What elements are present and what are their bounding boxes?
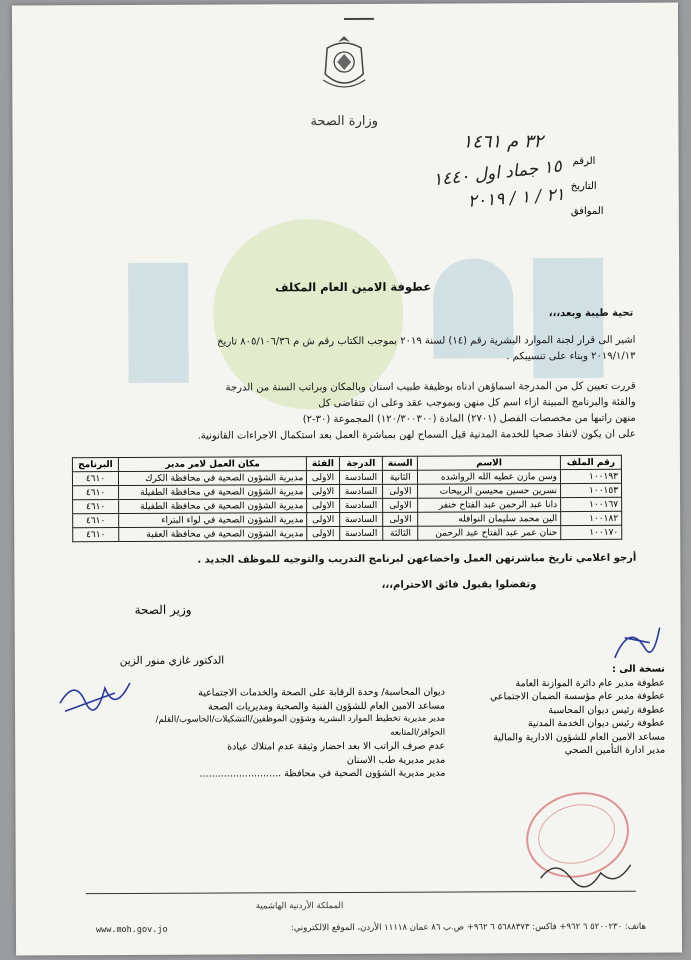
table-cell: السادسة [339,484,383,498]
paragraph-line: اشير الى قرار لجنة الموارد البشرية رقم (١٤) لسنة ٢٠١٩ بموجب الكتاب رقم ش م ٨٠٥/١٠٦/٣٦ تاريخ [217,334,636,348]
table-cell: ٤٦١٠ [73,485,119,499]
copies-item: عدم صرف الراتب الا بعد احضار وثيقة عدم امتلاك عيادة [227,740,446,753]
table-cell: ١٠٠١٧٠ [561,525,622,539]
table-cell: الاولى [383,498,418,512]
ministry-name: وزارة الصحة [310,113,379,130]
table-cell: السادسة [339,512,383,526]
table-cell: دانا عبد الرحمن عبد الفتاح خنفر [418,498,561,513]
greeting: تحية طيبة وبعد،،، [548,307,634,320]
table-cell: وسن مازن عطيه الله الرواشده [418,470,561,485]
copies-item: مدير مديرية الشؤون الصحية في محافظة ........................... [199,767,446,780]
date-label: التاريخ [570,180,597,193]
column-header: الفئة [307,457,339,471]
table-cell: ٤٦١٠ [73,499,119,513]
table-cell: الاولى [307,471,339,485]
copies-item: مدير مديرية طب الاسنان [346,754,446,766]
copies-item: مساعد الامين العام للشؤون الفنية والصحية ومديريات الصحة [207,700,446,713]
copies-item: مساعد الامين العام للشؤون الادارية والمالية [493,731,666,743]
initials-signature [605,618,665,668]
employees-table [72,455,622,542]
paragraph-line: قررت تعيين كل من المدرجة اسماؤهن ادناه بوظيفة طبيب اسنان وبالمكان وبراتب السنة من الدرجة [225,380,636,394]
closing-regards: وتفضلوا بقبول فائق الاحترام،،، [381,579,537,591]
column-header: الاسم [418,456,561,471]
table-cell: الثانية [383,470,418,484]
copies-item: عطوفة مدير عام مؤسسة الضمان الاجتماعي [489,690,665,703]
table-cell: الاولى [307,485,339,499]
closing-line: أرجو اعلامي تاريخ مباشرتهن العمل واخضاعهن لبرنامج التدريب والتوجيه للموظف الجديد . [197,552,637,566]
date-gregorian: ٢١ / ١ / ٢٠١٩ [467,184,566,212]
copies-item: ديوان المحاسبة/ وحدة الرقابة على الصحة والخدمات الاجتماعية [198,686,445,699]
date-hijri: ١٥ جماد اول ١٤٤٠ [431,156,563,191]
table-cell: مديرية الشؤون الصحية في محافظة الكرك [118,471,306,486]
copies-left-list [145,686,445,782]
table-cell: ١٠٠١٨٢ [561,511,622,525]
table-cell: حنان عمر عبد الفتاح عبد الرحمن [418,526,561,541]
table-cell: مديرية الشؤون الصحية في لواء البتراء [119,513,307,528]
column-header: البرنامج [72,457,118,471]
paragraph-line: على ان يكون لانفاذ صحيا للخدمة المدنية قبل السماح لهن بمباشرة العمل بعد استكمال الاجراءات القانونية. [197,428,636,442]
table-cell: ٤٦١٠ [73,513,119,527]
corresponding-label: الموافق [570,205,604,218]
column-header: الدرجة [339,456,383,470]
minister-signature [55,673,135,718]
table-cell: ٤٦١٠ [73,527,119,541]
coat-of-arms-logo [317,34,371,96]
copies-item: مدير ادارة التأمين الصحي [564,744,666,757]
copies-item: عطوفة رئيس ديوان الخدمة المدنية [527,717,666,730]
ref-number: ٣٢ م ١٤٦١ [462,131,544,153]
footer-contact: هاتف: ٥٢٠٠٢٣٠ ٦ ٩٦٢+ فاكس: ٥٦٨٨٣٧٣ ٦ ٩٦٢+ ص.ب ٨٦ عمان ١١١١٨ الأردن، الموقع الالكتروني: [290,921,646,934]
table-cell: السادسة [339,526,383,540]
copies-item: عطوفة مدير عام دائرة الموازنة العامة [515,677,665,689]
copies-item: عطوفة رئيس ديوان المحاسبة [548,704,666,716]
column-header: السنة [383,456,418,470]
paragraph-line: منهن راتبها من مخصصات الفصل (٢٧٠١) المادة (١٢٠/٣٠٠٣٠٠) المجموعة (٣٠-٢) [302,412,636,426]
table-cell: ١٠٠١٥٣ [561,483,622,497]
table-cell: ١٠٠١٦٧ [561,497,622,511]
column-header: رقم الملف [560,455,621,469]
copies-heading: نسخة الى : [612,663,665,675]
ref-label: الرقم [572,155,596,168]
copies-item: مدير مديرية تخطيط الموارد البشرية وشؤون الموظفين/التشكيلات/الحاسوب/القلم/الحوافز/المتابعه [155,713,446,738]
addressee: عطوفة الامين العام المكلف [275,279,432,295]
table-cell: مديرية الشؤون الصحية في محافظة العقبة [119,527,307,542]
minister-title: وزير الصحة [134,602,192,617]
table-cell: ١٠٠١٩٣ [560,469,621,483]
minister-name: الدكتور غازي منور الزين [119,654,225,667]
table-cell: السادسة [339,498,383,512]
paragraph-line: ٢٠١٩/١/١٣ وبناء على تنسيبكم . [506,350,636,363]
table-cell: الين محمد سليمان النوافله [418,512,561,527]
stamp-signature [536,853,636,893]
table-cell: الاولى [383,484,418,498]
column-header: مكان العمل لامر مدير [118,457,306,472]
table-cell: نسرين حسين محيسن الربيحات [418,484,561,499]
document-page [12,3,682,956]
table-cell: الاولى [307,499,339,513]
footer-website-link[interactable]: www.moh.gov.jo [95,924,168,936]
table-row [73,525,622,541]
footer-kingdom: المملكة الأردنية الهاشمية [255,901,344,912]
table-cell: الاولى [307,513,339,527]
table-cell: الثالثة [383,526,418,540]
header-mark [344,18,374,26]
table-cell: مديرية الشؤون الصحية في محافظة الطفيلة [119,485,307,500]
table-cell: الاولى [383,512,418,526]
table-cell: ٤٦١٠ [72,471,118,485]
paragraph-line: والفئة والبرنامج المبينة ازاء اسم كل منهن وبموجب عقد وعلى ان تتقاضى كل [318,396,636,410]
table-cell: الاولى [307,527,339,541]
table-cell: مديرية الشؤون الصحية في محافظة الطفيلة [119,499,307,514]
table-cell: السادسة [339,470,383,484]
